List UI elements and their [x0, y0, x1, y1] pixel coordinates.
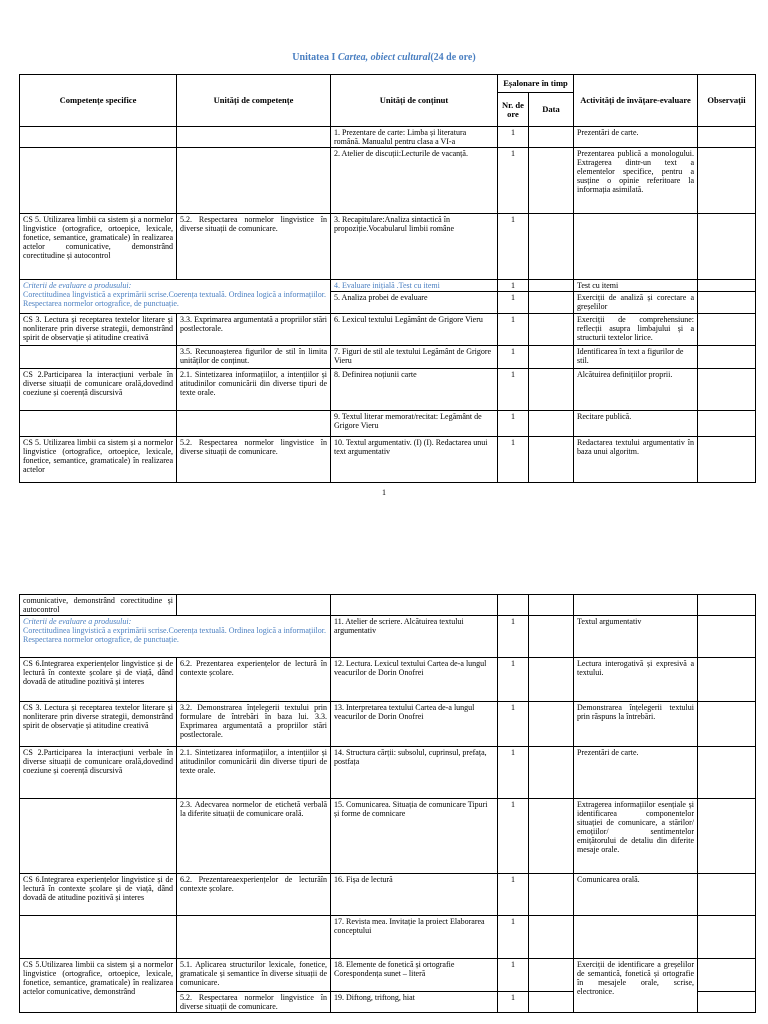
- cell-observatii: [698, 411, 756, 437]
- cell-cs: CS 3. Lectura și receptarea textelor literare și nonliterare prin diverse strategii, demonstrând spirit de observație și atitudine creativă: [20, 702, 177, 747]
- cell-uc: 5.2. Respectarea normelor lingvistice în diverse situații de comunicare.: [177, 437, 331, 483]
- cell-nr: [498, 595, 529, 616]
- header-unitati-competente: Unități de competențe: [177, 75, 331, 127]
- cell-continut: 11. Atelier de scriere. Alcătuirea textului argumentativ: [331, 616, 498, 658]
- cell-uc: [177, 916, 331, 959]
- cell-nr: 1: [498, 747, 529, 799]
- cell-continut: 15. Comunicarea. Situația de comunicare Tipuri și forme de comnicare: [331, 799, 498, 874]
- unit-title: [0, 52, 768, 63]
- cell-data: [529, 280, 574, 292]
- cell-nr: 1: [498, 214, 529, 280]
- cell-uc: 2.3. Adecvarea normelor de etichetă verbală la diferite situații de comunicare orală.: [177, 799, 331, 874]
- cell-uc: 3.2. Demonstrarea înțelegerii textului prin formulare de întrebări în baza lui. 3.3. Exprimarea argumentată a propriilor stări postlectorale.: [177, 702, 331, 747]
- cell-cs: CS 6.Integrarea experiențelor lingvistice și de lectură în contexte școlare și de viață, dând dovadă de atitudine pozitivă și interes: [20, 874, 177, 916]
- cell-cs: [20, 346, 177, 369]
- header-nr-ore: Nr. de ore: [498, 93, 529, 127]
- cell-activitati: Prezentări de carte.: [574, 127, 698, 148]
- cell-data: [529, 702, 574, 747]
- cell-activitati: Recitare publică.: [574, 411, 698, 437]
- cell-continut: 3. Recapitulare:Analiza sintactică în propoziție.Vocabularul limbii române: [331, 214, 498, 280]
- cell-data: [529, 616, 574, 658]
- cell-continut: 14. Structura cărții: subsolul, cuprinsul, prefața, postfața: [331, 747, 498, 799]
- cell-activitati: Exerciții de analiză și corectare a greșelilor: [574, 292, 698, 314]
- criterii-text: Corectitudinea lingvistică a exprimării scrise.Coerența textuală. Ordinea logică a informațiilor. Respectarea normelor ortografice, de punctuație.: [23, 290, 327, 308]
- cell-cs: CS 5. Utilizarea limbii ca sistem și a normelor lingvistice (ortografice, ortoepice, lexicale, fonetice, semantice, gramaticale) în realizarea actelor: [20, 437, 177, 483]
- cell-activitati: Prezentarea publică a monologului. Extragerea dintr-un text a elementelor specifice, pentru a susține o opinie referitoare la informația asimilată.: [574, 148, 698, 214]
- cell-nr: 1: [498, 292, 529, 314]
- continut-text: 2. Atelier de discuții:Lecturile de vacanță.: [334, 149, 468, 158]
- header-observatii: Observații: [698, 75, 756, 127]
- cell-observatii: [698, 959, 756, 992]
- cell-continut: 9. Textul literar memorat/recitat: Legământ de Grigore Vieru: [331, 411, 498, 437]
- cell-activitati: Test cu itemi: [574, 280, 698, 292]
- cell-nr: 1: [498, 916, 529, 959]
- cell-observatii: [698, 292, 756, 314]
- header-activitati: Activități de învățare-evaluare: [574, 75, 698, 127]
- cell-nr: 1: [498, 616, 529, 658]
- cell-activitati: Extragerea informațiilor esențiale și identificarea componentelor situației de comunicare, a stărilor/ emoțiilor/ sentimentelor emițătorului de detaliu din diferite mesaje orale.: [574, 799, 698, 874]
- cell-uc: 6.2. Prezentarea experiențelor de lectură în contexte școlare.: [177, 658, 331, 702]
- cell-cs: CS 2.Participarea la interacțiuni verbale în diverse situații de comunicare orală,dovedind coeziune și coerență discursivă: [20, 369, 177, 411]
- cell-data: [529, 369, 574, 411]
- cell-continut: 16. Fișa de lectură: [331, 874, 498, 916]
- header-data: Data: [529, 93, 574, 127]
- cell-observatii: [698, 702, 756, 747]
- cell-data: [529, 437, 574, 483]
- cell-activitati: Comunicarea orală.: [574, 874, 698, 916]
- cell-nr: 1: [498, 437, 529, 483]
- unit-title-italic: Cartea, obiect cultural: [337, 52, 431, 63]
- criterii-text: Corectitudinea lingvistică a exprimării scrise.Coerența textuală. Ordinea logică a informațiilor. Respectarea normelor ortografice, de punctuație.: [23, 626, 327, 644]
- cell-uc: 6.2. Prezentareaexperiențelor de lecturăîn contexte școlare.: [177, 874, 331, 916]
- cell-observatii: [698, 314, 756, 346]
- cell-nr: 1: [498, 992, 529, 1013]
- cell-nr: 1: [498, 411, 529, 437]
- cell-data: [529, 214, 574, 280]
- cell-activitati: [574, 916, 698, 959]
- cell-cs: CS 5. Utilizarea limbii ca sistem și a normelor lingvistice (ortografice, ortoepice, lexicale, fonetice, semantice, gramaticale) în realizarea actelor comunicative, demonstrând corectitudine și autocontrol: [20, 214, 177, 280]
- plan-table-page1: [19, 74, 756, 483]
- cell-nr: 1: [498, 280, 529, 292]
- cell-nr: 1: [498, 799, 529, 874]
- cell-observatii: [698, 616, 756, 658]
- cell-continut: 18. Elemente de fonetică și ortografie Corespondența sunet – literă: [331, 959, 498, 992]
- cell-observatii: [698, 916, 756, 959]
- cell-uc: [177, 148, 331, 214]
- cell-continut: 13. Interpretarea textului Cartea de-a lungul veacurilor de Dorin Onofrei: [331, 702, 498, 747]
- cell-data: [529, 874, 574, 916]
- cell-nr: 1: [498, 874, 529, 916]
- cell-cs: CS 5.Utilizarea limbii ca sistem și a normelor lingvistice (ortografice, ortoepice, lexicale, fonetice, semantice, gramaticale) în realizarea actelor comunicative, demonstrând: [20, 959, 177, 1013]
- header-competente: Competențe specifice: [20, 75, 177, 127]
- cell-nr: 1: [498, 369, 529, 411]
- cell-observatii: [698, 747, 756, 799]
- cell-nr: 1: [498, 314, 529, 346]
- cell-activitati: Lectura interogativă și expresivă a textului.: [574, 658, 698, 702]
- cell-continut: 8. Definirea noțiunii carte: [331, 369, 498, 411]
- criterii-label: Criterii de evaluare a produsului:: [23, 281, 132, 290]
- page-number: 1: [382, 488, 386, 497]
- cell-continut: 7. Figuri de stil ale textului Legământ de Grigore Vieru: [331, 346, 498, 369]
- cell-data: [529, 916, 574, 959]
- cell-observatii: [698, 799, 756, 874]
- cell-uc: 5.1. Aplicarea structurilor lexicale, fonetice, gramaticale și semantice în diverse situații de comunicare.: [177, 959, 331, 992]
- cell-uc: [177, 595, 331, 616]
- cell-cs: [20, 411, 177, 437]
- cell-data: [529, 595, 574, 616]
- cell-uc: [177, 411, 331, 437]
- criterii-label: Criterii de evaluare a produsului:: [23, 617, 132, 626]
- cell-uc: 5.2. Respectarea normelor lingvistice în diverse situații de comunicare.: [177, 992, 331, 1013]
- cell-continut: 17. Revista mea. Invitație la proiect Elaborarea conceptului: [331, 916, 498, 959]
- cell-observatii: [698, 437, 756, 483]
- cell-cs: CS 6.Integrarea experiențelor lingvistice și de lectură în contexte școlare și de viață, dând dovadă de atitudine pozitivă și interes: [20, 658, 177, 702]
- cell-nr: 1: [498, 346, 529, 369]
- cell-uc: [177, 127, 331, 148]
- cell-continut: [331, 595, 498, 616]
- cell-observatii: [698, 369, 756, 411]
- cell-cs: comunicative, demonstrând corectitudine și autocontrol: [20, 595, 177, 616]
- cell-data: [529, 148, 574, 214]
- cell-uc: 2.1. Sintetizarea informațiilor, a intențiilor și atitudinilor comunicării din diverse tipuri de texte orale.: [177, 747, 331, 799]
- cell-data: [529, 658, 574, 702]
- cell-observatii: [698, 992, 756, 1013]
- cell-activitati: Alcătuirea definițiilor proprii.: [574, 369, 698, 411]
- cell-observatii: [698, 214, 756, 280]
- continut-text: 6. Lexicul textului Legământ de Grigore Vieru: [334, 315, 483, 324]
- cell-continut: 4. Evaluare inițială .Test cu itemi: [331, 280, 498, 292]
- cell-uc: 2.1. Sintetizarea informațiilor, a intențiilor și atitudinilor comunicării din diverse tipuri de texte orale.: [177, 369, 331, 411]
- cell-cs: [20, 799, 177, 874]
- cell-cs: [20, 127, 177, 148]
- cell-data: [529, 314, 574, 346]
- cell-cs: [20, 916, 177, 959]
- cell-uc: 3.5. Recunoașterea figurilor de stil în limita unităților de conținut.: [177, 346, 331, 369]
- cell-uc: 3.3. Exprimarea argumentată a propriilor stări postlectorale.: [177, 314, 331, 346]
- cell-data: [529, 747, 574, 799]
- cell-continut: 10. Textul argumentativ. (I) (I). Redactarea unui text argumentativ: [331, 437, 498, 483]
- cell-activitati: Redactarea textului argumentativ în baza unui algoritm.: [574, 437, 698, 483]
- cell-continut: 1. Prezentare de carte: Limba și literatura română. Manualul pentru clasa a VI-a: [331, 127, 498, 148]
- cell-activitati: Exerciții de identificare a greșelilor de semantică, fonetică și ortografie în mesajele orale, scrise, electronice.: [574, 959, 698, 1013]
- cell-continut: 5. Analiza probei de evaluare: [331, 292, 498, 314]
- cell-activitati: Demonstrarea înțelegerii textului prin răspuns la întrebări.: [574, 702, 698, 747]
- plan-table-page2: [19, 594, 756, 1013]
- cell-uc: 5.2. Respectarea normelor lingvistice în diverse situații de comunicare.: [177, 214, 331, 280]
- cell-cs: CS 2.Participarea la interacțiuni verbale în diverse situații de comunicare orală,dovedind coeziune și coerență discursivă: [20, 747, 177, 799]
- cell-cs: CS 3. Lectura și receptarea textelor literare și nonliterare prin diverse strategii, demonstrând spirit de observație și atitudine creativă: [20, 314, 177, 346]
- unit-title-suffix: (24 de ore): [430, 52, 476, 63]
- header-esalonare: Eșalonare în timp: [498, 75, 574, 93]
- cell-observatii: [698, 346, 756, 369]
- cell-data: [529, 411, 574, 437]
- cell-nr: 1: [498, 127, 529, 148]
- cell-cs: [20, 148, 177, 214]
- cell-observatii: [698, 595, 756, 616]
- cell-data: [529, 799, 574, 874]
- header-continut: Unități de conținut: [331, 75, 498, 127]
- cell-data: [529, 992, 574, 1013]
- cell-activitati: Exerciții de comprehensiune: reflecții asupra limbajului și a structurii textelor lirice.: [574, 314, 698, 346]
- cell-data: [529, 346, 574, 369]
- unit-title-prefix: Unitatea I: [292, 52, 338, 63]
- cell-data: [529, 127, 574, 148]
- cell-criterii: [20, 280, 331, 314]
- cell-continut: [331, 148, 498, 214]
- cell-nr: 1: [498, 959, 529, 992]
- cell-activitati: [574, 595, 698, 616]
- cell-nr: 1: [498, 148, 529, 214]
- cell-observatii: [698, 280, 756, 292]
- cell-data: [529, 959, 574, 992]
- cell-observatii: [698, 874, 756, 916]
- cell-observatii: [698, 658, 756, 702]
- cell-activitati: Textul argumentativ: [574, 616, 698, 658]
- cell-continut: 19. Diftong, triftong, hiat: [331, 992, 498, 1013]
- cell-continut: 12. Lectura. Lexicul textului Cartea de-a lungul veacurilor de Dorin Onofrei: [331, 658, 498, 702]
- cell-nr: 1: [498, 658, 529, 702]
- cell-data: [529, 292, 574, 314]
- cell-observatii: [698, 148, 756, 214]
- cell-activitati: [574, 214, 698, 280]
- cell-criterii: [20, 616, 331, 658]
- cell-activitati: Prezentări de carte.: [574, 747, 698, 799]
- cell-nr: 1: [498, 702, 529, 747]
- cell-activitati: Identificarea în text a figurilor de stil.: [574, 346, 698, 369]
- cell-continut: [331, 314, 498, 346]
- cell-observatii: [698, 127, 756, 148]
